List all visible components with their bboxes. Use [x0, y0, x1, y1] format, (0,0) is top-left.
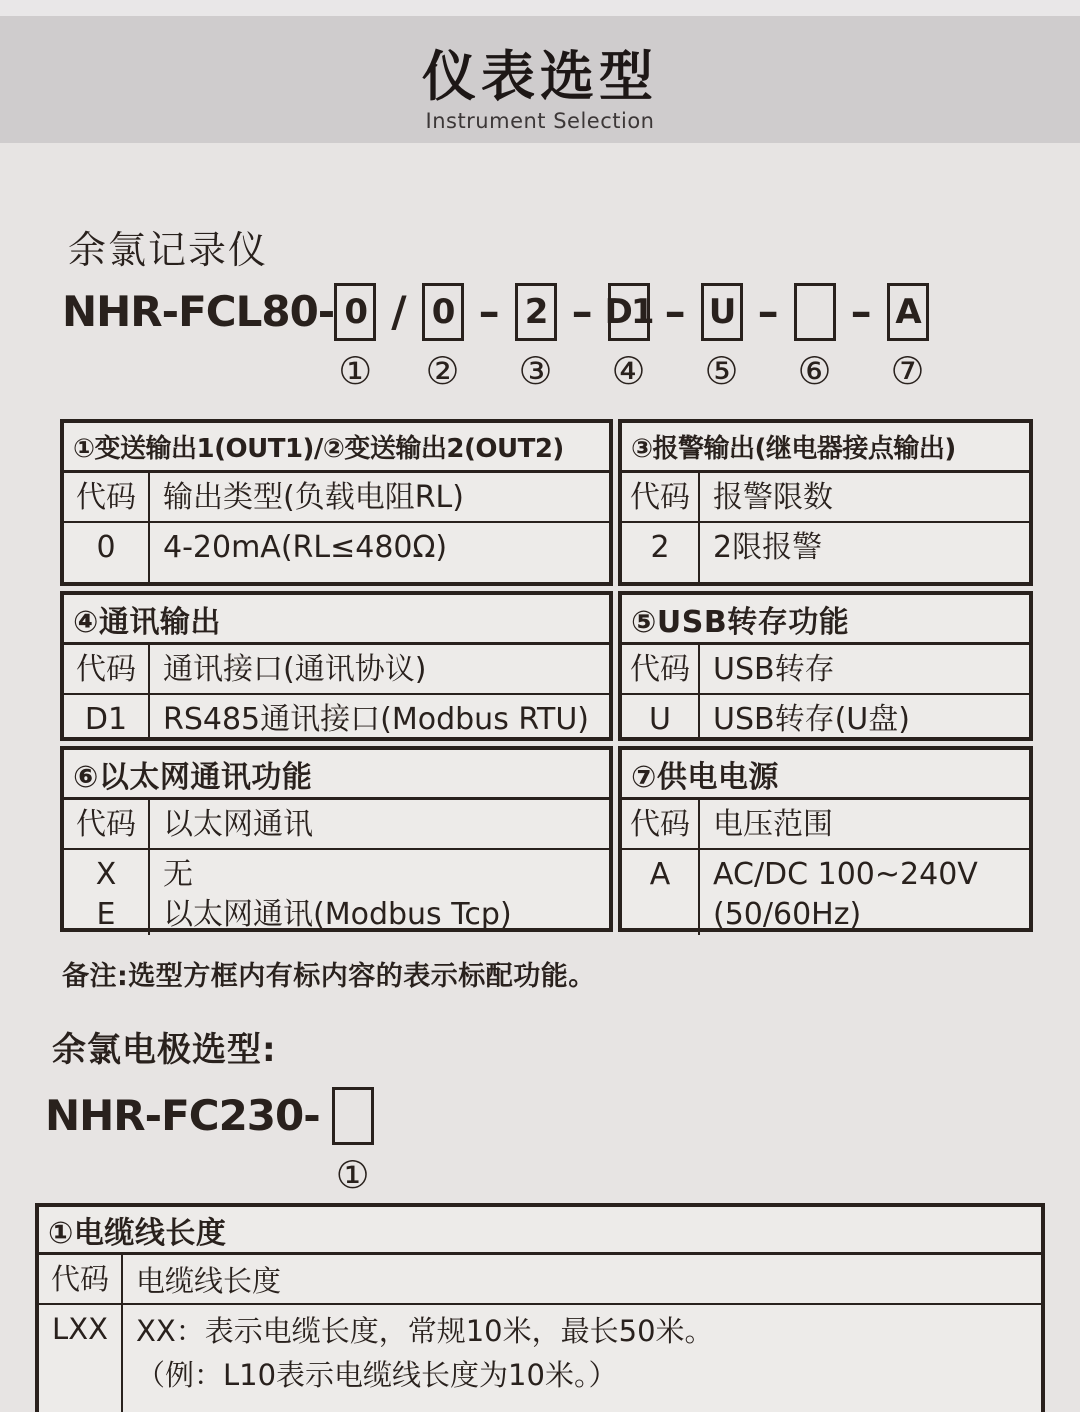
code-column-header: 代码: [39, 1255, 123, 1303]
model-prefix: NHR-FCL80-: [62, 287, 335, 336]
column-header-row: [64, 800, 609, 848]
model-separator: /: [391, 287, 407, 336]
model-slot-box: 0: [422, 283, 464, 341]
section-usb-function: [618, 591, 1033, 741]
option-desc: (50/60Hz): [713, 897, 862, 932]
option-code: LXX: [39, 1305, 123, 1412]
model-separator: –: [478, 287, 500, 336]
page-title: 仪表选型: [422, 45, 658, 108]
code-column-header: 代码: [622, 800, 700, 848]
model-slot-box: D1: [608, 283, 650, 341]
slot-number: ⑥: [797, 349, 832, 393]
option-codes: [64, 850, 150, 935]
option-row: [622, 693, 1029, 740]
model-slot-4: [604, 283, 653, 393]
column-header-row: [64, 473, 609, 521]
model-separator: –: [850, 287, 872, 336]
section-power-supply: [618, 746, 1033, 932]
column-header-row: [39, 1255, 1041, 1303]
model-slot-box: [794, 283, 836, 341]
model-slot-5: [701, 283, 743, 393]
recorder-model-line: [62, 283, 1080, 393]
slot-number: ⑤: [704, 349, 739, 393]
model-slot-box: 0: [334, 283, 376, 341]
column-header-row: [64, 645, 609, 693]
column-header-row: [622, 800, 1029, 848]
option-descs: [123, 1305, 1041, 1412]
model-slot-box: [332, 1087, 374, 1145]
option-desc: 无: [163, 857, 193, 892]
model-slot-box: U: [701, 283, 743, 341]
code-column-header: 代码: [64, 473, 150, 521]
option-row: [622, 848, 1029, 935]
slot-number: ⑦: [890, 349, 925, 393]
option-desc: （例：L10表示电缆线长度为10米。）: [136, 1358, 618, 1392]
option-code: A: [622, 850, 700, 935]
option-desc: USB转存(U盘): [713, 702, 910, 737]
column-header-row: [622, 473, 1029, 521]
cable-length-table: [35, 1203, 1045, 1412]
model-slot-2: [422, 283, 464, 393]
model-slot-3: [515, 283, 557, 393]
desc-column-header: 报警限数: [713, 480, 833, 515]
option-desc: RS485通讯接口(Modbus RTU): [163, 702, 590, 737]
electrode-model-line: [45, 1087, 1080, 1197]
note-text: 备注:选型方框内有标内容的表示标配功能。: [62, 961, 596, 992]
section-transmit-output: [60, 419, 613, 586]
option-row: [64, 848, 609, 935]
model-slot-7: [887, 283, 929, 393]
option-code: D1: [64, 695, 150, 740]
section-title: ⑦供电电源: [622, 750, 1029, 800]
option-code: X: [95, 857, 117, 892]
code-column-header: 代码: [64, 645, 150, 693]
section-title: ③报警输出(继电器接点输出): [622, 423, 1029, 473]
desc-column-header: USB转存: [713, 652, 835, 687]
section-title: ⑥以太网通讯功能: [64, 750, 609, 800]
desc-column-header: 电压范围: [713, 807, 833, 842]
slot-number: ①: [338, 349, 373, 393]
column-header-row: [622, 645, 1029, 693]
model-slot-1: [334, 283, 376, 393]
model-separator: –: [664, 287, 686, 336]
option-desc: 以太网通讯(Modbus Tcp): [163, 897, 512, 932]
code-column-header: 代码: [64, 800, 150, 848]
desc-column-header: 输出类型(负载电阻RL): [163, 480, 464, 515]
top-strip: [0, 0, 1080, 16]
option-code: 0: [64, 523, 150, 582]
section-title: ④通讯输出: [64, 595, 609, 645]
option-code: U: [622, 695, 700, 740]
electrode-slot-1: [332, 1087, 374, 1197]
slot-number: ④: [611, 349, 646, 393]
option-row: [39, 1303, 1041, 1412]
section-comm-output: [60, 591, 613, 741]
option-descs: [700, 850, 1029, 935]
option-descs: [150, 850, 609, 935]
header-band: [0, 16, 1080, 143]
recorder-heading: 余氯记录仪: [68, 228, 269, 272]
option-row: [622, 521, 1029, 582]
model-slot-box: A: [887, 283, 929, 341]
option-desc: 4-20mA(RL≤480Ω): [163, 530, 448, 565]
desc-column-header: 以太网通讯: [163, 807, 313, 842]
option-code: 2: [622, 523, 700, 582]
slot-number: ①: [335, 1153, 370, 1197]
option-row: [64, 521, 609, 582]
code-column-header: 代码: [622, 473, 700, 521]
desc-column-header: 电缆线长度: [136, 1264, 282, 1298]
model-prefix: NHR-FC230-: [45, 1091, 320, 1140]
model-slot-6: [794, 283, 836, 393]
selection-table: [60, 419, 1033, 932]
electrode-heading: 余氯电极选型:: [52, 1030, 277, 1070]
option-code: E: [96, 897, 116, 932]
option-desc: 2限报警: [713, 530, 823, 565]
option-desc: AC/DC 100~240V: [713, 857, 978, 892]
option-row: [64, 693, 609, 740]
slot-number: ③: [518, 349, 553, 393]
section-ethernet-function: [60, 746, 613, 932]
section-title: ①变送输出1(OUT1)/②变送输出2(OUT2): [64, 423, 609, 473]
option-desc: XX：表示电缆长度，常规10米，最长50米。: [136, 1314, 714, 1348]
code-column-header: 代码: [622, 645, 700, 693]
section-alarm-output: [618, 419, 1033, 586]
model-separator: –: [571, 287, 593, 336]
section-title: ①电缆线长度: [39, 1207, 1041, 1255]
model-slot-box: 2: [515, 283, 557, 341]
section-title: ⑤USB转存功能: [622, 595, 1029, 645]
page-subtitle: Instrument Selection: [425, 109, 655, 133]
desc-column-header: 通讯接口(通讯协议): [163, 652, 427, 687]
model-separator: –: [757, 287, 779, 336]
slot-number: ②: [425, 349, 460, 393]
